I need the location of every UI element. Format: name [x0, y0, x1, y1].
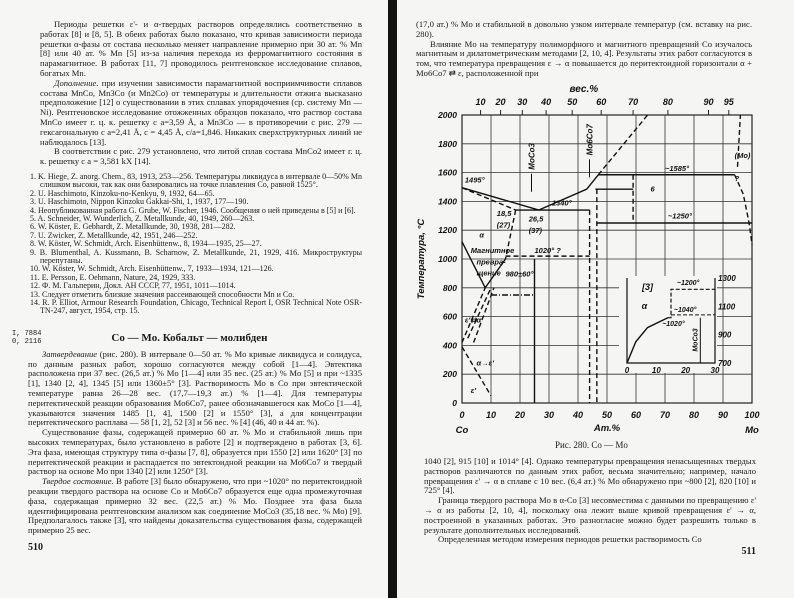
x-tick-label: 20	[514, 410, 526, 420]
annotation: (27)	[496, 220, 511, 230]
inset-alpha-label: α	[641, 301, 648, 312]
annotation: 26,5	[528, 214, 544, 224]
inset-x-tick: 20	[681, 366, 691, 375]
solidification-label: Затвердевание	[42, 348, 98, 359]
reference-item: 6. W. Köster, E. Gebhardt, Z. Metallkunde, 30, 1938, 281—282.	[30, 222, 236, 232]
x-tick-label: 80	[688, 410, 700, 420]
paragraph: 1040 [2], 915 [10] и 1014° [4]. Однако температуры превращения ненасыщенных твердых растворов различаются по данным этих работ, весьма значительно; например, начало превращения ε' → α в сплаве с 10 вес. (6,4 ат.) % Mo обнаружено при ~800 [2], 820 [10] и 725° [4].	[424, 456, 756, 496]
y-tick-label: 600	[442, 311, 457, 322]
paragraph: Влияние Mo на температуру полиморфного и магнитного превращений Co изучалось магнитным и дилатометрическим методами [2, 10, 4]. Результаты этих работ согласуются в том, что температура превращения ε → α повышается до перитектоидной горизонтали α + Mo6Co7 ⇄ ε, расположенной при	[416, 38, 752, 78]
page-number: 510	[28, 542, 43, 553]
section-code-2: 0, 2116	[12, 337, 42, 346]
compound-label: Mo6Co7	[585, 124, 595, 156]
reference-item: 11. E. Persson, E. Oehmann, Nature, 24, 1929, 333.	[30, 272, 196, 282]
annotation: 980±60°	[505, 269, 534, 279]
reference-item: 12. Ф. М. Гальперин, Докл. АН СССР, 77, 1951, 1011—1014.	[30, 281, 236, 291]
sigma-paragraph: Существование фазы, содержащей примерно 60 ат. % Mo и стабильной лишь при высоких температурах, было установлено в работе [2] и подтверждено в работах [3, 6]. Эта фаза, имеющая структуру типа σ-фазы [7, 8], образуется при 1550 [2] или 1620° [3] по перитектической реакции и распадается по эвтектоидной реакции на Mo6Co7 и твердый раствор на основе Mo при 1340 [2] или 1250° [3].	[28, 427, 362, 477]
reference-item: 14. R. P. Elliot, Armour Research Foundation, Chicago, Technical Report I, OSR Technical Note OSR-TN-247, август, 1954, стр. 15.	[30, 298, 362, 316]
x-tick-label: 30	[543, 410, 555, 420]
x-tick-label: 0	[459, 410, 465, 420]
inset-y-tick: 700	[718, 359, 732, 368]
x-tick-label: 100	[744, 410, 760, 420]
compound-label: MoCo3	[527, 143, 537, 170]
x2-axis-label: вес.%	[569, 84, 599, 95]
y-axis-label: Температура, °C	[416, 218, 427, 300]
y-tick-label: 400	[442, 340, 457, 351]
solid-state-text: В работе [3] было обнаружено, что при ~1020° по перитектоидной реакции твердого раствора на основе Co и Mo6Co7 образуется еще одна промежуточная фаза, содержащая примерно 32 вес. (22,5 ат.) % Mo. Позднее эта фаза была идентифицирована рентгеновским анализом как соединение MoCo3 (35,18 вес. % Mo) [9]. Предполагалось также [3], что найдены доказательства существования фазы, содержащей примерно 25 вес.	[28, 476, 362, 536]
y-tick-label: 1800	[438, 138, 457, 149]
phase-line-solidus-alpha	[462, 188, 516, 210]
x2-tick-label: 30	[517, 97, 528, 107]
annotation: 18,5	[496, 208, 512, 218]
annotation: 1340°	[551, 198, 572, 208]
x2-tick-label: 10	[475, 97, 486, 107]
inset-x-tick: 10	[651, 366, 661, 375]
annotation: Магнитное	[470, 246, 515, 256]
inset-reference: [3]	[642, 282, 653, 292]
solid-state-label: Твердое состояние.	[42, 476, 114, 487]
inset-label: ~1200°	[676, 280, 700, 288]
annotation: α	[479, 230, 485, 240]
y-tick-label: 1000	[438, 254, 457, 264]
inset-label: MoCo3	[692, 328, 700, 352]
x2-tick-label: 50	[567, 97, 578, 107]
x-end-label-co: Co	[455, 425, 469, 436]
annotation: 1495°	[464, 175, 485, 185]
x-tick-label: 10	[485, 410, 497, 420]
reference-item: 1. K. Hiege, Z. anorg. Chem., 83, 1913, 253—256. Температуры ликвидуса в интервале 0—50% Mn слишком высоки, так как они базировались на точке плавления Co, равной 1525°.	[30, 171, 362, 190]
y-tick-label: 1200	[438, 225, 457, 236]
x-tick-label: 50	[601, 410, 613, 420]
reference-item: 7. U. Zwicker, Z. Metallkunde, 42, 1951, 246—252.	[30, 230, 198, 240]
inset-y-tick: 900	[718, 330, 732, 340]
x2-tick-label: 80	[662, 97, 673, 107]
annotation: ?	[734, 174, 740, 184]
inset-label: ~1040°	[673, 307, 697, 314]
paragraph: Периоды решетки ε'- и α-твердых растворов определялись соответственно в работах [8] и [8, 5]. В обеих работах было показано, что кривая зависимости периода решетки α-фазы от состава несколько меняет направление примерно при 30 ат. % Mn [8] или 40 ат. % Mn [5] из-за наличия перехода из ферромагнитного состояния в парамагнитное. В работах [11, 7] проводилось рентгеновское исследование сплавов, богатых Mn.	[40, 19, 362, 78]
x2-tick-label: 90	[703, 97, 714, 107]
y-tick-label: 1400	[438, 196, 457, 207]
section-code-1: I, 7884	[12, 329, 42, 338]
inset-x-tick: 0	[624, 366, 630, 375]
phase-line-eps-alpha-down	[462, 347, 491, 396]
x-end-label-mo: Mo	[745, 425, 759, 436]
x2-tick-label: 40	[541, 97, 552, 107]
inset-x-tick: 30	[710, 366, 720, 375]
reference-item: 13. Следует отметить близкие значения рассеивающей способности Mn и Co.	[30, 289, 295, 299]
y-tick-label: 200	[442, 369, 457, 380]
solidification-text: (рис. 280). В интервале 0—50 ат. % Mo кривые ликвидуса и солидуса, по данным разных работ, хорошо согласуются между собой [1—4]. Эвтектика расположена при 37 вес. (26,5 ат.) % Mo [1—4] или 35 вес. (25 ат.) % Mo [5] и при ~1335 [1], 1340 [2, 4], 1345 [5] или 1360±5° [3]. Растворимость Mo в Co при эвтектической температуре равна 26—28 вес. (17,7—19,3 ат.) % [1—4]. Для температуры перитектической реакции образования Mo6Co7, ранее обозначавшегося как MoCo [1—4], указываются значения 1485 [1, 4], 1500 [2] и 1550° [3], а для концентрации перитектического расплава — 58 [1, 2], 52 [3] и 56 вес. % [4] (46, 40 и 44 ат. %).	[28, 348, 362, 428]
annotation: ~1250°	[667, 211, 692, 221]
paragraph: Определенная методом измерения периодов решетки растворимость Co	[438, 534, 702, 545]
phase-line-liquidus-upper	[598, 115, 647, 175]
y-tick-label: 800	[442, 282, 457, 293]
x2-tick-label: 70	[628, 97, 639, 107]
annotation: превра-	[476, 257, 506, 267]
inset-y-tick: 1100	[718, 302, 736, 312]
addendum-label: Дополнение.	[54, 77, 99, 88]
x-tick-label: 60	[630, 410, 642, 420]
phase-line-mo-solvus	[735, 175, 752, 245]
addendum-text: при изучении зависимости парамагнитной восприимчивости сплавов состава MnCo, Mn3Co (и Mn2Co) от температуры и длительности отжига высказано предположение [12] о существовании в этих сплавах упорядочения (ср. систему Mn — Ni). Рентгеновское исследование отожженных образцов показало, что раствор состава MnCo имеет г. ц. к. решетку с a=3,59 Å, а Mn3Co — в противоречии с рис. 279 — гексагональную с a=2,41 Å, c = 4,45 Å, c/a=1,846. Никаких сверхструктурных линий не наблюдалось [13].	[40, 77, 362, 147]
x2-tick-label: 20	[495, 97, 506, 107]
reference-item: 4. Неопубликованная работа G. Grube, W. Fischer, 1946. Сообщения о ней приведены в [5] и [6].	[30, 205, 356, 215]
y-tick-label: 2000	[438, 110, 457, 120]
annotation: ε'	[470, 385, 477, 395]
paragraph: В соответствии с рис. 279 установлено, что литой сплав состава MnCo2 имеет г. ц. к. решетку с a = 3,581 kX [14].	[40, 146, 362, 167]
annotation: 6	[650, 184, 655, 194]
x2-tick-label: 60	[596, 97, 607, 107]
phase-line-alpha-eps-2	[468, 288, 491, 338]
annotation: (37)	[528, 226, 543, 236]
reference-item: 10. W. Köster, W. Schmidt, Arch. Eisenhüttenw., 7, 1933—1934, 121—126.	[30, 264, 274, 274]
annotation: α→ε'	[476, 358, 495, 368]
annotation: 1020° ?	[534, 246, 561, 256]
annotation: ε'⇄α	[464, 315, 482, 325]
x2-tick-label: 95	[723, 97, 734, 107]
x-tick-label: 40	[572, 410, 584, 420]
annotation: (Mo)	[734, 151, 751, 161]
x-tick-label: 90	[717, 410, 729, 420]
section-title: Co — Mo. Кобальт — молибден	[111, 331, 268, 344]
figure-caption: Рис. 280. Co — Mo	[555, 440, 628, 450]
x-tick-label: 70	[659, 410, 671, 420]
paragraph: (17,0 ат.) % Mo и стабильной в довольно узком интервале температур (см. вставку на рис. 280).	[416, 19, 752, 39]
page-number: 511	[741, 546, 756, 558]
y-tick-label: 0	[452, 398, 457, 408]
reference-item: 5. A. Schneider, W. Wunderlich, Z. Metallkunde, 40, 1949, 260—263.	[30, 213, 255, 223]
reference-item: 9. B. Blumenthal, A. Kussmann, B. Scharnow, Z. Metallkunde, 21, 1929, 416. Микроструктуры перепутаны.	[30, 247, 362, 266]
y-tick-label: 1600	[438, 167, 457, 178]
reference-item: 2. U. Haschimoto, Kinzoku-no-Kenkyu, 9, 1932, 64—65.	[30, 188, 215, 198]
reference-item: 8. W. Köster, W. Schmidt, Arch. Eisenhüttenw., 8, 1934—1935, 25—27.	[30, 239, 262, 249]
phase-line-liquidus-left	[462, 188, 539, 210]
x-axis-label: Ат.%	[593, 423, 621, 434]
reference-item: 3. U. Haschimoto, Nippon Kinzoku Gakkai-Shi, 1, 1937, 177—190.	[30, 197, 249, 207]
annotation: щение	[476, 268, 501, 278]
inset-label: ~1020°	[662, 321, 685, 329]
inset-y-tick: 1300	[718, 274, 736, 283]
paragraph: Граница твердого раствора Mo в α-Co [3] несовместима с данными по превращению ε' → α из работы [2, 10, 4], поскольку она лежит выше кривой превращения ε' → α, построенной в указанных работах. Это разногласие можно будет разрешить только в результате дополнительных исследований.	[424, 495, 756, 535]
annotation: ~1585°	[665, 164, 690, 174]
